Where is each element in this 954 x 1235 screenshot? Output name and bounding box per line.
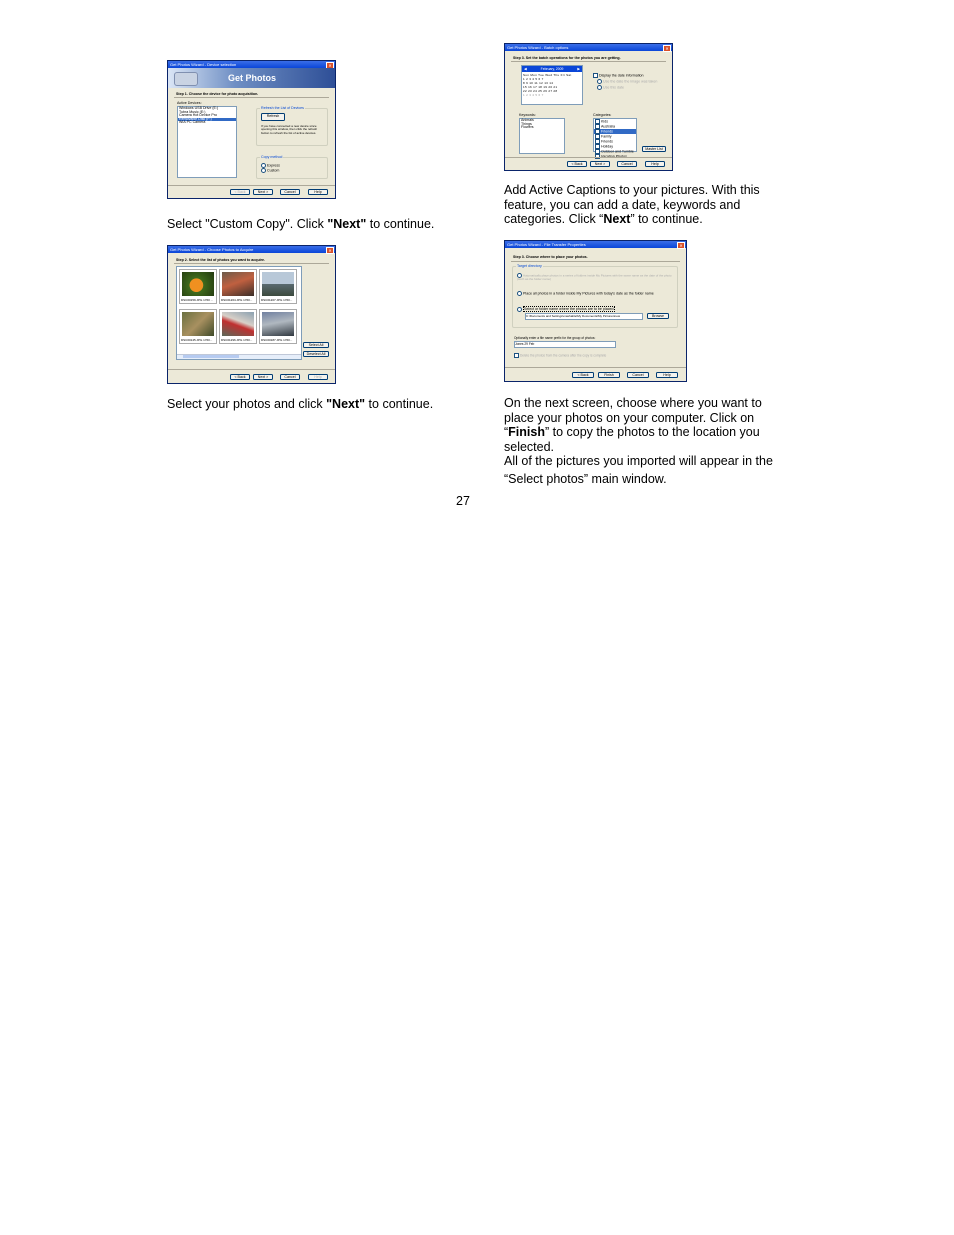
- caption-text: to continue.: [366, 217, 435, 231]
- photo-thumbnail[interactable]: [219, 269, 257, 304]
- deselect-all-button[interactable]: Deselect All: [303, 351, 329, 357]
- caption-line: All of the pictures you imported will appear in the: [504, 454, 773, 468]
- dialog-choose-photos: [167, 245, 336, 384]
- chevron-right-icon[interactable]: ▶: [577, 67, 580, 71]
- page-number: 27: [456, 494, 470, 508]
- caption-line: “Select photos” main window.: [504, 471, 667, 486]
- photo-image: [262, 312, 294, 336]
- master-list-button[interactable]: Master List: [642, 146, 666, 152]
- keywords-label: Keywords:: [519, 113, 536, 117]
- back-button[interactable]: < Back: [572, 372, 594, 378]
- photo-caption: DSC00187.JPG 1760...: [261, 338, 293, 342]
- caption-text: “: [504, 425, 509, 439]
- photo-image: [222, 312, 254, 336]
- date-option-taken[interactable]: [597, 79, 657, 84]
- caption-active-captions: [504, 183, 760, 227]
- cancel-button[interactable]: Cancel: [627, 372, 649, 378]
- target-directory-group: [512, 266, 678, 328]
- photo-caption: DSC01207.JPG 1760...: [261, 298, 293, 302]
- divider: [511, 261, 680, 262]
- display-date-option[interactable]: [593, 73, 644, 78]
- scrollbar-thumb[interactable]: [183, 355, 239, 358]
- dialog-device-selection: [167, 60, 336, 199]
- delete-after-copy-option[interactable]: [514, 353, 606, 358]
- target-directory-label: Target directory: [517, 264, 542, 268]
- dialog-title: Get Photos Wizard - Batch options: [505, 44, 672, 51]
- active-devices-label: Active Devices:: [177, 101, 202, 105]
- caption-line: Add Active Captions to your pictures. With this: [504, 183, 760, 197]
- photo-caption: DSC01264.JPG 1760...: [221, 298, 253, 302]
- caption-bold: "Next": [327, 217, 367, 231]
- divider: [511, 61, 666, 62]
- option-select-folder[interactable]: [517, 307, 615, 312]
- back-button[interactable]: < Back: [230, 189, 250, 195]
- category-label: Kids: [601, 119, 608, 124]
- caption-choose-location: [504, 396, 773, 486]
- caption-bold: Next: [603, 212, 631, 226]
- radio-icon: [261, 168, 266, 173]
- caption-bold: Finish: [508, 425, 545, 439]
- refresh-button[interactable]: Refresh: [261, 113, 285, 121]
- prefix-label: Optionally enter a file name prefix for the group of photos:: [514, 336, 596, 340]
- copy-method-group: [256, 157, 328, 179]
- categories-list[interactable]: [593, 118, 637, 159]
- list-item[interactable]: Camera Hot Device Pro: [179, 113, 217, 118]
- step-label: Step 1. Choose the device for photo acquisition.: [176, 92, 259, 96]
- help-button[interactable]: Help: [656, 372, 678, 378]
- refresh-help-text: If you have connected a new device since opening this window, then click the refresh button to refresh the list of active devices.: [261, 124, 318, 135]
- list-item[interactable]: Things: [521, 121, 532, 126]
- photo-image: [182, 272, 214, 296]
- dialog-file-transfer: [504, 240, 687, 382]
- option-label: Automatically place photos in a series of folders inside My Pictures with the same name as the date of the photo (such as the folder name): [517, 273, 672, 281]
- divider: [168, 185, 335, 186]
- category-label: Friends: [601, 139, 613, 144]
- list-item[interactable]: WIA PC Camera: [179, 120, 206, 125]
- divider: [168, 369, 335, 370]
- calendar-row[interactable]: 22 23 24 25 26 27 28: [523, 89, 558, 93]
- category-label: Vacation Photos: [601, 154, 627, 159]
- refresh-group: [256, 108, 328, 146]
- calendar-header: [522, 66, 582, 72]
- back-button[interactable]: < Back: [230, 374, 250, 380]
- calendar-row[interactable]: 15 16 17 18 19 20 21: [523, 85, 558, 89]
- photo-image: [222, 272, 254, 296]
- custom-option[interactable]: [261, 168, 279, 173]
- list-item[interactable]: Removable Disk (F:): [178, 118, 236, 122]
- back-button[interactable]: < Back: [567, 161, 587, 167]
- divider: [174, 97, 329, 98]
- horizontal-scrollbar[interactable]: [177, 354, 301, 359]
- calendar[interactable]: [521, 65, 583, 105]
- chevron-left-icon[interactable]: ◀: [524, 67, 527, 71]
- prefix-input[interactable]: Jones 29 Feb: [514, 341, 616, 348]
- radio-icon: [517, 307, 522, 312]
- photo-grid[interactable]: [176, 266, 302, 360]
- close-icon[interactable]: ✕: [677, 242, 685, 249]
- dialog-title: Get Photos Wizard - Choose Photos to Acquire: [168, 246, 335, 253]
- date-option-label: Use the date the image was taken: [603, 79, 658, 84]
- category-label: Family: [601, 134, 612, 139]
- divider: [505, 367, 686, 368]
- next-button[interactable]: Next >: [253, 189, 273, 195]
- close-icon[interactable]: ✕: [326, 247, 334, 254]
- photo-image: [182, 312, 214, 336]
- checkbox-icon: [593, 73, 598, 78]
- caption-custom-copy: [167, 217, 434, 232]
- close-icon[interactable]: ✕: [663, 45, 671, 52]
- radio-icon: [517, 291, 522, 296]
- help-button[interactable]: Help: [308, 374, 328, 380]
- radio-icon: [597, 79, 602, 84]
- cancel-button[interactable]: Cancel: [280, 189, 300, 195]
- caption-text: categories. Click “: [504, 212, 604, 226]
- caption-select-photos: [167, 397, 433, 412]
- device-list[interactable]: [177, 106, 237, 178]
- get-photos-banner: [168, 68, 335, 88]
- option-label: Select or folder name where the photos are to be placed: [524, 307, 614, 312]
- option-auto-folders[interactable]: [517, 273, 673, 282]
- next-button[interactable]: Next >: [590, 161, 610, 167]
- step-label: Step 3. Set the batch operations for the photos you are getting.: [513, 56, 621, 60]
- next-button[interactable]: Next >: [253, 374, 273, 380]
- banner-title: Get Photos: [228, 73, 277, 83]
- divider: [174, 263, 329, 264]
- refresh-group-label: Refresh the List of Devices: [261, 106, 304, 110]
- option-todays-date[interactable]: [517, 291, 654, 296]
- keywords-list[interactable]: [519, 118, 565, 154]
- category-label: Australia: [601, 124, 615, 129]
- photo-thumbnail[interactable]: [259, 269, 297, 304]
- path-input[interactable]: C:\Documents and Settings\mashable\My Documents\My Pictures\new: [525, 313, 643, 320]
- step-label: Step 2. Select the list of photos you want to acquire.: [176, 258, 266, 262]
- category-label: Friends: [601, 129, 613, 134]
- caption-line: selected.: [504, 439, 555, 454]
- camera-icon: [174, 72, 198, 86]
- option-label: Place all photos in a folder inside My Pictures with today's date as the folder name: [523, 291, 654, 296]
- caption-line: On the next screen, choose where you want to: [504, 396, 762, 410]
- dialog-title: Get Photos Wizard - File Transfer Properties: [505, 241, 686, 248]
- list-item[interactable]: Flowers: [521, 125, 534, 130]
- photo-thumbnail[interactable]: [259, 309, 297, 344]
- caption-text: ” to copy the photos to the location you: [544, 425, 760, 439]
- cancel-button[interactable]: Cancel: [617, 161, 637, 167]
- display-date-label: Display the date information: [599, 73, 644, 78]
- photo-caption: DSC00145.JPG 1760...: [181, 338, 213, 342]
- step-label: Step 3. Choose where to place your photos.: [513, 255, 588, 259]
- calendar-weekdays: Sun Mon Tue Wed Thu Fri Sat: [523, 73, 572, 77]
- date-option-this[interactable]: [597, 85, 624, 90]
- custom-label: Custom: [267, 168, 280, 173]
- dialog-title: Get Photos Wizard - Device selection: [168, 61, 335, 68]
- category-label: Outdoor and Tumble: [601, 149, 634, 154]
- caption-line: [504, 425, 773, 440]
- list-item[interactable]: Windows USB Drive (E:): [179, 106, 219, 110]
- caption-text: Select your photos and click: [167, 397, 327, 411]
- dialog-batch-options: [504, 43, 673, 171]
- photo-thumbnail[interactable]: [179, 269, 217, 304]
- calendar-row[interactable]: 1 2 3 4 5 6 7: [523, 93, 544, 97]
- copy-method-label: Copy method: [261, 155, 283, 159]
- express-label: Express: [267, 163, 280, 168]
- caption-line: place your photos on your computer. Click on: [504, 410, 755, 425]
- caption-text: to continue.: [365, 397, 434, 411]
- calendar-row[interactable]: 1 2 3 4 5 6 7: [523, 77, 544, 81]
- caption-text: ” to continue.: [630, 212, 703, 226]
- delete-option-label: Delete the photos from the camera after the copy is complete: [520, 353, 607, 358]
- photo-thumbnail[interactable]: [179, 309, 217, 344]
- help-button[interactable]: Help: [645, 161, 665, 167]
- photo-thumbnail[interactable]: [219, 309, 257, 344]
- calendar-row[interactable]: 8 9 10 11 12 13 14: [523, 81, 554, 85]
- list-item[interactable]: Tubra Music (E:): [179, 109, 206, 114]
- photo-caption: DSC00159.JPG 1760 ...: [181, 298, 214, 302]
- caption-line: feature, you can add a date, keywords and: [504, 197, 741, 212]
- help-button[interactable]: Help: [308, 189, 328, 195]
- caption-bold: "Next": [326, 397, 366, 411]
- category-label: Holiday: [601, 144, 613, 149]
- finish-button[interactable]: Finish: [598, 372, 620, 378]
- browse-button[interactable]: Browse: [647, 313, 669, 319]
- date-option-label: Use this date: [603, 85, 624, 90]
- caption-line: [504, 212, 760, 227]
- cancel-button[interactable]: Cancel: [280, 374, 300, 380]
- select-all-button[interactable]: Select All: [303, 342, 329, 348]
- close-icon[interactable]: ✕: [326, 62, 334, 69]
- photo-caption: DSC01296.JPG 1760...: [221, 338, 253, 342]
- photo-image: [262, 272, 294, 296]
- checkbox-icon: [514, 353, 519, 358]
- list-item[interactable]: Animals: [521, 118, 534, 122]
- radio-icon: [597, 85, 602, 90]
- categories-label: Categories:: [593, 113, 612, 117]
- caption-text: Select "Custom Copy". Click: [167, 217, 328, 231]
- calendar-month: February, 2009: [540, 67, 564, 71]
